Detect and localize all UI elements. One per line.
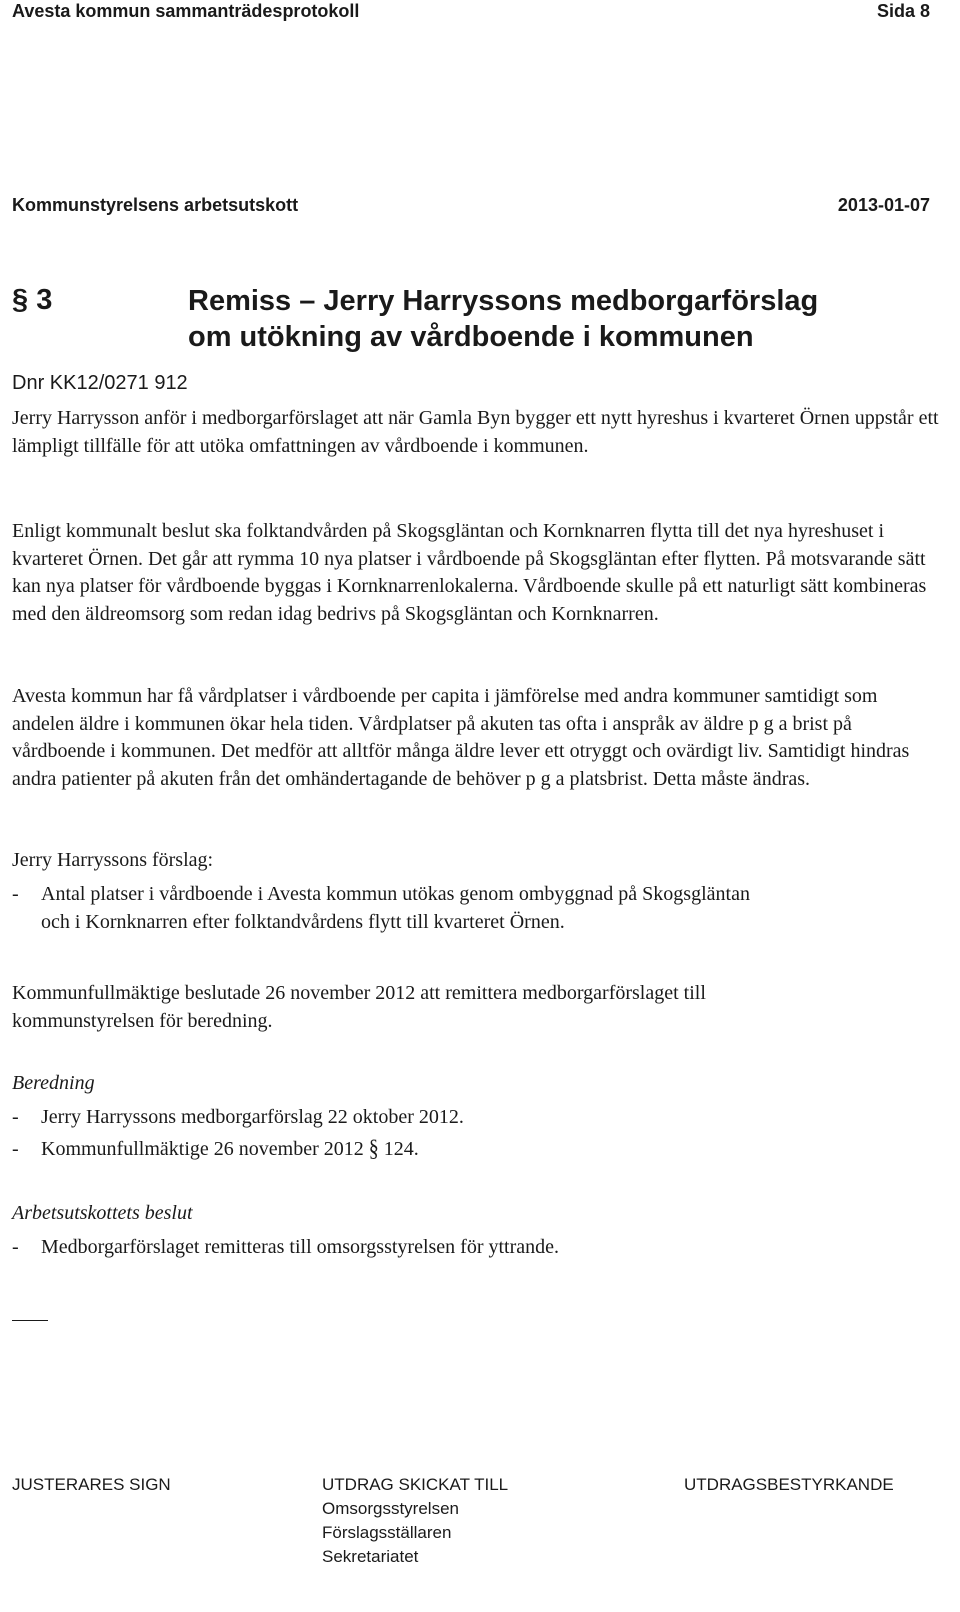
bullet-dash: - <box>12 1106 19 1128</box>
paragraph-text: Avesta kommun har få vårdplatser i vårdboende per capita i jämförelse med andra kommuner samtidigt som andelen äldre i kommunen ökar hela tiden. Vårdplatser på akuten tas ofta i anspråk av äldre p g a brist på vårdboende i kommunen. Det medför att alltför många äldre lever ett otryggt och ovärdigt liv. Samtidigt hindras andra patienter på akuten från det omhändertagande de behöver p g a platsbrist. Detta måste ändras. <box>12 685 910 790</box>
paragraph-text: Jerry Harrysson anför i medborgarförslaget att när Gamla Byn bygger ett nytt hyreshus i kvarteret Örnen uppstår ett lämpligt tillfälle för att utöka omfattningen av vårdboende i kommunen. <box>12 407 939 457</box>
paragraph-text: Enligt kommunalt beslut ska folktandvården på Skogsgläntan och Kornknarren flytta till det nya hyreshuset i kvarteret Örnen. Det går att rymma 10 nya platser i vårdboende på Skogsgläntan efter flytten. På motsvarande sätt kan nya platser för vårdboende byggas i Kornknarrenlokalerna. Vårdboende skulle på ett naturligt sätt kombineras med den äldreomsorg som redan idag bedrivs på Skogsgläntan och Kornknarren. <box>12 520 927 625</box>
footer-justerares: JUSTERARES SIGN <box>12 1475 171 1494</box>
footer-bestyrkande: UTDRAGSBESTYRKANDE <box>684 1475 894 1494</box>
meeting-date: 2013-01-07 <box>837 195 930 215</box>
paragraph-3 <box>12 683 942 793</box>
document-title: Avesta kommun sammanträdesprotokoll <box>12 1 360 21</box>
council-line-2: kommunstyrelsen för beredning. <box>12 1009 273 1032</box>
decision-heading: Arbetsutskottets beslut <box>12 1202 193 1224</box>
section-symbol: § <box>12 284 29 316</box>
beredning-item-2-suffix: 124. <box>383 1138 419 1160</box>
meeting-body: Kommunstyrelsens arbetsutskott <box>12 195 299 215</box>
recipient: Förslagsställaren <box>322 1523 452 1542</box>
decision-item <box>12 1234 932 1262</box>
recipient: Omsorgsstyrelsen <box>322 1499 459 1518</box>
beredning-item-text: Jerry Harryssons medborgarförslag 22 oktober 2012. <box>41 1106 464 1128</box>
bullet-dash: - <box>12 883 19 905</box>
paragraph-1 <box>12 405 942 460</box>
beredning-item-2-text: Kommunfullmäktige 26 november 2012 <box>41 1138 364 1160</box>
item-number-value: 3 <box>36 284 53 316</box>
proposal-heading: Jerry Harryssons förslag: <box>12 849 214 871</box>
footer-utdrag-skickat <box>322 1473 508 1569</box>
beredning-item <box>12 1104 932 1132</box>
proposal-line-1: Antal platser i vårdboende i Avesta kommun utökas genom ombyggnad på Skogsgläntan <box>41 883 750 905</box>
utdrag-heading: UTDRAG SKICKAT TILL <box>322 1475 509 1494</box>
beredning-heading: Beredning <box>12 1072 95 1094</box>
bullet-dash: - <box>12 1138 19 1160</box>
item-title-line-2: om utökning av vårdboende i kommunen <box>188 321 754 353</box>
proposal-item <box>12 881 932 937</box>
beredning-item-text <box>41 1136 419 1164</box>
paragraph-2 <box>12 518 942 628</box>
item-number <box>12 283 52 317</box>
section-symbol: § <box>368 1135 379 1163</box>
council-text <box>12 980 706 1035</box>
council-line-1: Kommunfullmäktige beslutade 26 november 2012 att remittera medborgarförslaget till <box>12 982 706 1004</box>
page-number: Sida 8 <box>876 1 930 21</box>
end-rule <box>12 1320 48 1321</box>
bullet-dash: - <box>12 1236 19 1258</box>
decision-item-text: Medborgarförslaget remitteras till omsorgsstyrelsen för yttrande. <box>41 1236 560 1258</box>
proposal-line-2: och i Kornknarren efter folktandvårdens flytt till kvarteret Örnen. <box>41 910 565 933</box>
item-title-line-1: Remiss – Jerry Harryssons medborgarförslag <box>188 285 819 317</box>
dnr: Dnr KK12/0271 912 <box>12 372 188 394</box>
beredning-item <box>12 1136 932 1164</box>
recipient: Sekretariatet <box>322 1547 419 1566</box>
item-title <box>188 283 818 355</box>
